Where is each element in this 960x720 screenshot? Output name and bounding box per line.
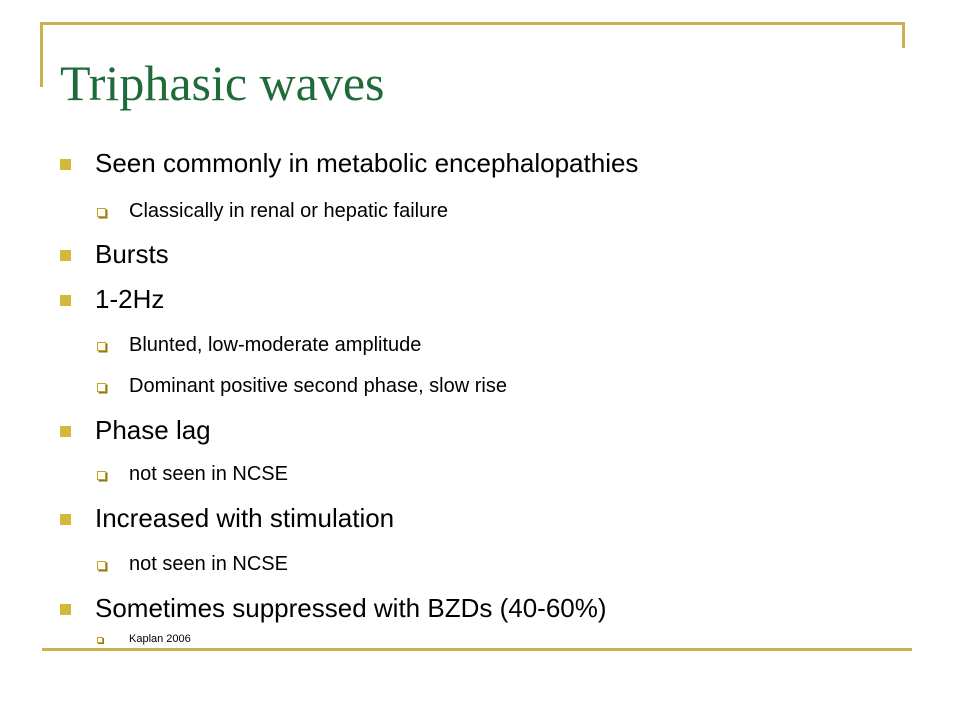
hollow-square-bullet-icon [97,637,103,643]
top-border-line [40,22,905,25]
hollow-square-bullet-icon [97,471,106,480]
square-bullet-icon [60,604,71,615]
square-bullet-icon [60,250,71,261]
sub-bullet-text: Classically in renal or hepatic failure [129,200,449,222]
square-bullet-icon [60,426,71,437]
left-border-line [40,22,43,87]
sub-bullet-text: not seen in NCSE [129,463,288,485]
hollow-square-bullet-icon [97,383,106,392]
bullet-text: Seen commonly in metabolic encephalopathies [95,148,639,178]
sub-bullet-text: Blunted, low-moderate amplitude [129,334,422,356]
bullet-text: 1-2Hz [95,284,165,314]
bullet-text: Phase lag [95,415,211,445]
hollow-square-bullet-icon [97,208,106,217]
sub-bullet-text: Dominant positive second phase, slow rise [129,375,507,397]
citation-text: Kaplan 2006 [129,633,191,645]
sub-bullet-text: not seen in NCSE [129,553,288,575]
bullet-text: Bursts [95,239,169,269]
slide-title: Triphasic waves [60,55,385,111]
bullet-text: Increased with stimulation [95,503,395,533]
bullet-text: Sometimes suppressed with BZDs (40-60%) [95,593,607,623]
bottom-border-line [42,648,912,651]
square-bullet-icon [60,159,71,170]
square-bullet-icon [60,295,71,306]
hollow-square-bullet-icon [97,342,106,351]
right-border-line [902,22,905,48]
square-bullet-icon [60,514,71,525]
hollow-square-bullet-icon [97,561,106,570]
